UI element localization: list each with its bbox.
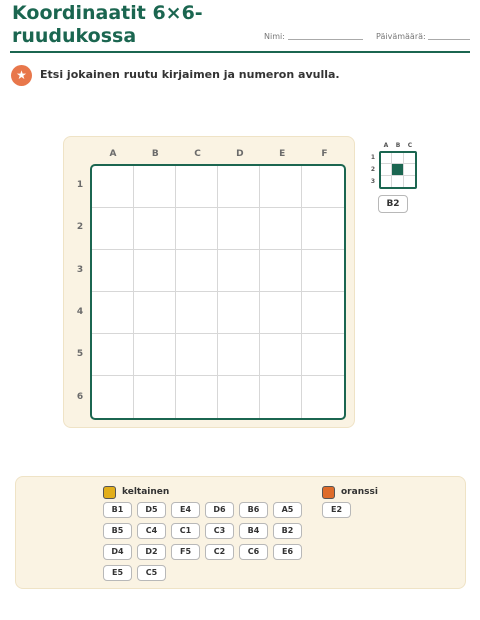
grid-cell-e6[interactable]: [260, 376, 302, 418]
grid-cell-f1[interactable]: [302, 166, 344, 208]
row-label-2: 2: [76, 222, 84, 233]
grid-cell-a1[interactable]: [92, 166, 134, 208]
grid-cell-e1[interactable]: [260, 166, 302, 208]
example-cell-b2: [392, 164, 403, 175]
legend-chip-b1: B1: [103, 502, 132, 518]
grid-cell-e5[interactable]: [260, 334, 302, 376]
grid-cell-b4[interactable]: [134, 292, 176, 334]
example-column-label-a: A: [383, 142, 389, 149]
legend-swatch-oranssi: [322, 486, 335, 499]
grid-cell-f2[interactable]: [302, 208, 344, 250]
legend-name-oranssi: oranssi: [341, 487, 378, 497]
example-cell-a1: [381, 153, 392, 164]
legend-chip-d4: D4: [103, 544, 132, 560]
row-label-1: 1: [76, 180, 84, 190]
example-label: B2: [378, 195, 408, 213]
legend-chip-e2: E2: [322, 502, 351, 518]
example-cell-b3: [392, 176, 403, 187]
legend-chip-c4: C4: [137, 523, 166, 539]
grid-cell-a3[interactable]: [92, 250, 134, 292]
example-cell-a2: [381, 164, 392, 175]
grid-cell-b2[interactable]: [134, 208, 176, 250]
column-label-a: A: [109, 149, 117, 159]
grid-cell-e4[interactable]: [260, 292, 302, 334]
legend-chip-e5: E5: [103, 565, 132, 581]
grid-cell-f6[interactable]: [302, 376, 344, 418]
example-cell-b1: [392, 153, 403, 164]
star-icon: ★: [11, 65, 32, 86]
grid-cell-d6[interactable]: [218, 376, 260, 418]
example-cell-a3: [381, 176, 392, 187]
column-label-c: C: [194, 149, 201, 159]
row-label-6: 6: [76, 391, 84, 402]
legend-chip-b6: B6: [239, 502, 268, 518]
grid-cell-d2[interactable]: [218, 208, 260, 250]
legend-name-keltainen: keltainen: [122, 487, 170, 497]
grid-cell-e3[interactable]: [260, 250, 302, 292]
grid-cell-c3[interactable]: [176, 250, 218, 292]
legend-chip-c6: C6: [239, 544, 268, 560]
legend-chip-f5: F5: [171, 544, 200, 560]
grid-cell-f3[interactable]: [302, 250, 344, 292]
instruction-text: Etsi jokainen ruutu kirjaimen ja numeron avulla.: [40, 68, 340, 81]
worksheet-title: Koordinaatit 6×6-ruudukossa: [12, 2, 203, 47]
legend-chip-d6: D6: [205, 502, 234, 518]
example-column-label-c: C: [407, 142, 413, 149]
grid-cell-a5[interactable]: [92, 334, 134, 376]
grid-cell-c1[interactable]: [176, 166, 218, 208]
grid-cell-f5[interactable]: [302, 334, 344, 376]
example-cell-c1: [404, 153, 415, 164]
header-divider: [10, 51, 470, 53]
grid-cell-c4[interactable]: [176, 292, 218, 334]
grid-cell-e2[interactable]: [260, 208, 302, 250]
row-label-3: 3: [76, 264, 84, 275]
legend-chip-c1: C1: [171, 523, 200, 539]
grid-cell-d4[interactable]: [218, 292, 260, 334]
example-cell-c3: [404, 176, 415, 187]
legend-chip-e6: E6: [273, 544, 302, 560]
grid-cell-f4[interactable]: [302, 292, 344, 334]
column-label-b: B: [151, 149, 159, 159]
row-label-4: 4: [76, 306, 84, 317]
grid-cell-b6[interactable]: [134, 376, 176, 418]
example-row-label-3: 3: [370, 178, 376, 185]
date-label: Päivämäärä:: [376, 32, 426, 41]
legend-chip-a5: A5: [273, 502, 302, 518]
example-row-label-1: 1: [370, 154, 376, 161]
grid-cell-c6[interactable]: [176, 376, 218, 418]
grid-cell-c5[interactable]: [176, 334, 218, 376]
example-row-label-2: 2: [370, 166, 376, 173]
legend-chip-c3: C3: [205, 523, 234, 539]
name-label: Nimi:: [264, 32, 285, 41]
grid-cell-a2[interactable]: [92, 208, 134, 250]
name-field-line[interactable]: [288, 39, 363, 40]
grid-cell-c2[interactable]: [176, 208, 218, 250]
grid-cell-d5[interactable]: [218, 334, 260, 376]
legend-chip-d2: D2: [137, 544, 166, 560]
grid-cell-a4[interactable]: [92, 292, 134, 334]
date-field-line[interactable]: [428, 39, 470, 40]
row-label-5: 5: [76, 349, 84, 360]
example-grid: [379, 151, 417, 189]
legend-chip-b4: B4: [239, 523, 268, 539]
legend-chip-c2: C2: [205, 544, 234, 560]
column-label-d: D: [236, 149, 244, 159]
example-cell-c2: [404, 164, 415, 175]
legend-chip-b5: B5: [103, 523, 132, 539]
example-column-label-b: B: [395, 142, 401, 149]
legend-chip-d5: D5: [137, 502, 166, 518]
column-label-e: E: [279, 149, 286, 159]
grid-cell-b3[interactable]: [134, 250, 176, 292]
legend-swatch-keltainen: [103, 486, 116, 499]
grid-cell-b5[interactable]: [134, 334, 176, 376]
legend-chip-b2: B2: [273, 523, 302, 539]
coordinate-grid: [90, 164, 346, 420]
grid-cell-d3[interactable]: [218, 250, 260, 292]
grid-cell-a6[interactable]: [92, 376, 134, 418]
grid-cell-b1[interactable]: [134, 166, 176, 208]
column-label-f: F: [321, 149, 328, 159]
grid-cell-d1[interactable]: [218, 166, 260, 208]
legend-chip-c5: C5: [137, 565, 166, 581]
legend-chip-e4: E4: [171, 502, 200, 518]
